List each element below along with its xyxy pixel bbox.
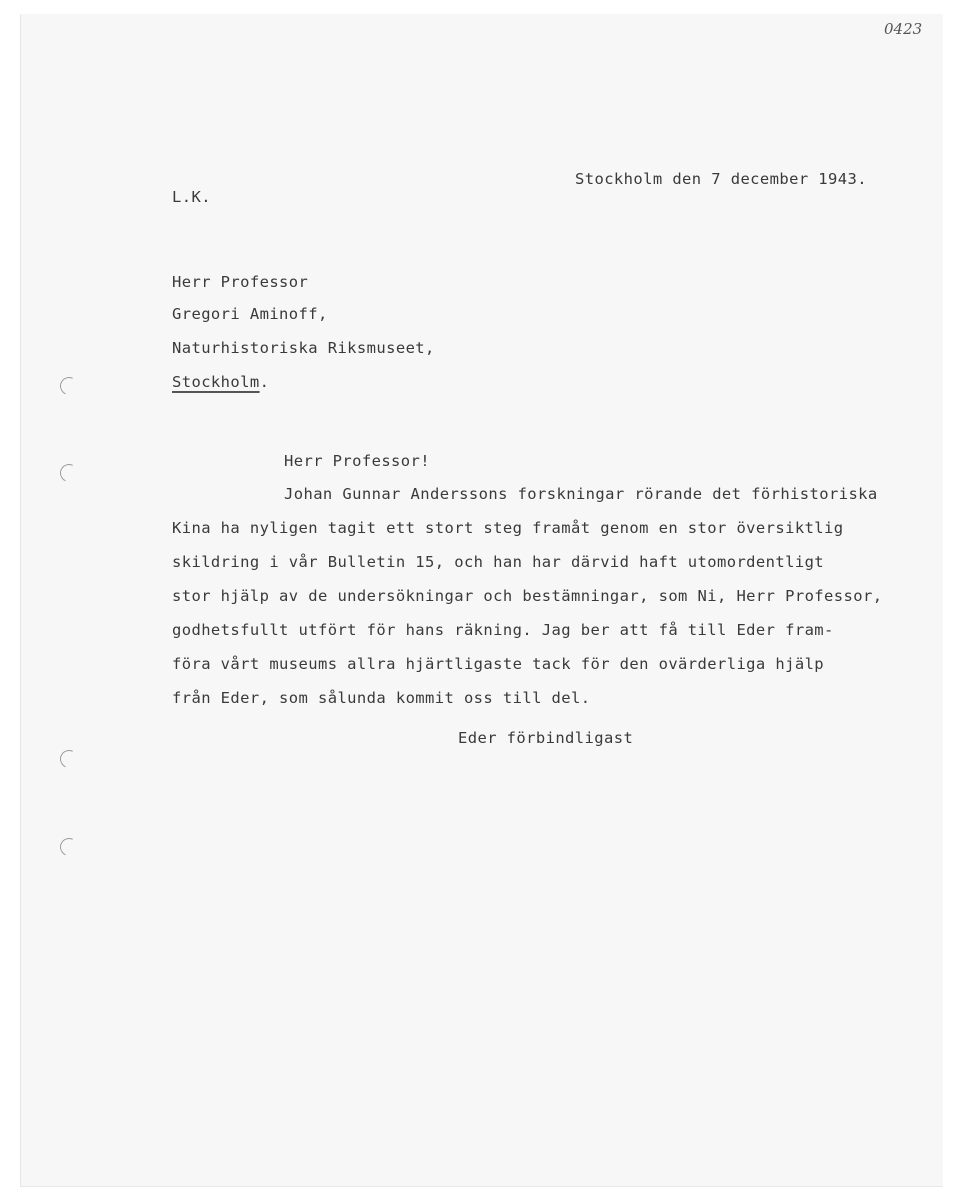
closing: Eder förbindligast bbox=[458, 729, 634, 747]
archive-number: 0423 bbox=[884, 20, 923, 38]
recipient-city: Stockholm bbox=[172, 373, 260, 391]
body-line-1: Johan Gunnar Anderssons forskningar rörande det förhistoriska bbox=[284, 485, 878, 503]
recipient-city-suffix: . bbox=[259, 373, 270, 391]
recipient-name: Gregori Aminoff, bbox=[172, 305, 328, 323]
body-line-7: från Eder, som sålunda kommit oss till del. bbox=[172, 689, 591, 707]
body-line-5: godhetsfullt utfört för hans räkning. Jag ber att få till Eder fram- bbox=[172, 621, 834, 639]
body-line-4: stor hjälp av de undersökningar och bestämningar, som Ni, Herr Professor, bbox=[172, 587, 883, 605]
body-line-3: skildring i vår Bulletin 15, och han har därvid haft utomordentligt bbox=[172, 553, 825, 571]
sender-initials: L.K. bbox=[172, 188, 211, 206]
place-date: Stockholm den 7 december 1943. bbox=[575, 170, 867, 188]
recipient-title: Herr Professor bbox=[172, 273, 309, 291]
body-line-6: föra vårt museums allra hjärtligaste tack för den ovärderliga hjälp bbox=[172, 655, 825, 673]
recipient-city-line bbox=[172, 373, 269, 391]
body-line-2: Kina ha nyligen tagit ett stort steg framåt genom en stor översiktlig bbox=[172, 519, 844, 537]
salutation: Herr Professor! bbox=[284, 452, 430, 470]
recipient-institution: Naturhistoriska Riksmuseet, bbox=[172, 339, 435, 357]
